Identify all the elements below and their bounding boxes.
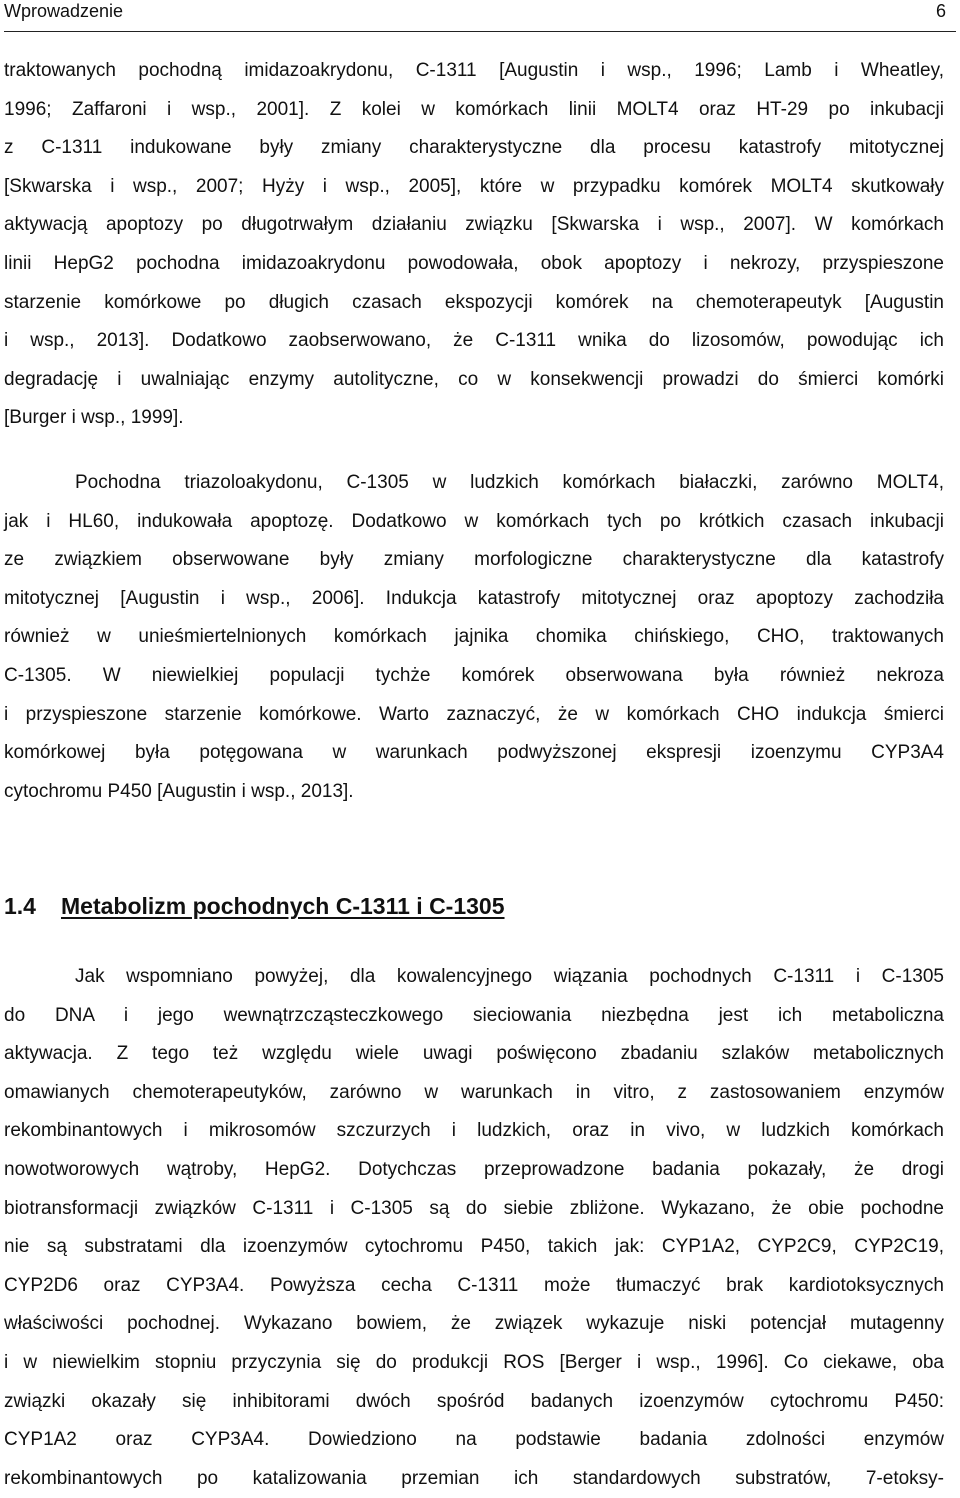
text-line: rekombinantowych i mikrosomów szczurzych i ludzkich, oraz in vivo, w ludzkich komórkach: [4, 1120, 944, 1142]
text-line: starzenie komórkowe po długich czasach ekspozycji komórek na chemoterapeutyk [Augustin: [4, 291, 944, 313]
text-line: nowotworowych wątroby, HepG2. Dotychczas przeprowadzone badania pokazały, że drogi: [4, 1158, 944, 1180]
text-line: rekombinantowych po katalizowania przemian ich standardowych substratów, 7-etoksy-: [4, 1467, 944, 1489]
text-line: i wsp., 2013]. Dodatkowo zaobserwowano, że C-1311 wnika do lizosomów, powodując ich: [4, 330, 944, 352]
text-line: ze związkiem obserwowane były zmiany morfologiczne charakterystyczne dla katastrofy: [4, 549, 944, 571]
text-line: cytochromu P450 [Augustin i wsp., 2013].: [4, 780, 354, 802]
text-line: omawianych chemoterapeutyków, zarówno w warunkach in vitro, z zastosowaniem enzymów: [4, 1081, 944, 1103]
section-heading: [4, 893, 505, 920]
text-line: CYP1A2 oraz CYP3A4. Dowiedziono na podstawie badania zdolności enzymów: [4, 1429, 944, 1451]
text-line: Jak wspomniano powyżej, dla kowalencyjnego wiązania pochodnych C-1311 i C-1305: [75, 966, 944, 987]
text-line: również w unieśmiertelnionych komórkach jajnika chomika chińskiego, CHO, traktowanych: [4, 626, 944, 648]
text-line: [Skwarska i wsp., 2007; Hyży i wsp., 2005], które w przypadku komórek MOLT4 skutkowały: [4, 175, 944, 197]
text-line: mitotycznej [Augustin i wsp., 2006]. Indukcja katastrofy mitotycznej oraz apoptozy zachodziła: [4, 587, 944, 609]
chapter-title: Wprowadzenie: [4, 1, 124, 21]
text-line: komórkowej była potęgowana w warunkach podwyższonej ekspresji izoenzymu CYP3A4: [4, 742, 944, 764]
text-line: C-1305. W niewielkiej populacji tychże komórek obserwowana była również nekroza: [4, 664, 944, 686]
page-number: 6: [935, 1, 946, 21]
paragraph-1: [4, 52, 944, 438]
paragraph-2: [4, 464, 944, 811]
text-line: 1996; Zaffaroni i wsp., 2001]. Z kolei w komórkach linii MOLT4 oraz HT-29 po inkubacji: [4, 98, 944, 120]
text-line: [Burger i wsp., 1999].: [4, 407, 184, 429]
section-number: 1.4: [4, 893, 36, 919]
text-line: nie są substratami dla izoenzymów cytochromu P450, takich jak: CYP1A2, CYP2C9, CYP2C19,: [4, 1236, 944, 1258]
text-line: aktywacja. Z tego też względu wiele uwagi poświęcono zbadaniu szlaków metabolicznych: [4, 1043, 944, 1065]
page-header: [4, 0, 956, 32]
text-line: i przyspieszone starzenie komórkowe. Warto zaznaczyć, że w komórkach CHO indukcja śmierci: [4, 703, 944, 725]
text-line: związki okazały się inhibitorami dwóch spośród badanych izoenzymów cytochromu P450:: [4, 1390, 944, 1412]
text-line: do DNA i jego wewnątrzcząsteczkowego sieciowania niezbędna jest ich metaboliczna: [4, 1004, 944, 1026]
text-line: i w niewielkim stopniu przyczynia się do produkcji ROS [Berger i wsp., 1996]. Co ciekawe, oba: [4, 1351, 944, 1373]
paragraph-3: [4, 958, 944, 1498]
text-line: linii HepG2 pochodna imidazoakrydonu powodowała, obok apoptozy i nekrozy, przyspieszone: [4, 252, 944, 274]
text-line: traktowanych pochodną imidazoakrydonu, C-1311 [Augustin i wsp., 1996; Lamb i Wheatley,: [4, 60, 944, 81]
text-line: degradację i uwalniając enzymy autolityczne, co w konsekwencji prowadzi do śmierci komórki: [4, 368, 944, 390]
text-line: właściwości pochodnej. Wykazano bowiem, że związek wykazuje niski potencjał mutagenny: [4, 1313, 944, 1335]
text-line: CYP2D6 oraz CYP3A4. Powyższa cecha C-1311 może tłumaczyć brak kardiotoksycznych: [4, 1274, 944, 1296]
text-line: aktywacją apoptozy po długotrwałym działaniu związku [Skwarska i wsp., 2007]. W komórkach: [4, 214, 944, 236]
text-line: jak i HL60, indukowała apoptozę. Dodatkowo w komórkach tych po krótkich czasach inkubacji: [4, 510, 944, 532]
text-line: biotransformacji związków C-1311 i C-1305 są do siebie zbliżone. Wykazano, że obie pochodne: [4, 1197, 944, 1219]
text-line: Pochodna triazoloakydonu, C-1305 w ludzkich komórkach białaczki, zarówno MOLT4,: [75, 472, 944, 493]
section-title: Metabolizm pochodnych C-1311 i C-1305: [61, 893, 505, 919]
text-line: z C-1311 indukowane były zmiany charakterystyczne dla procesu katastrofy mitotycznej: [4, 137, 944, 159]
